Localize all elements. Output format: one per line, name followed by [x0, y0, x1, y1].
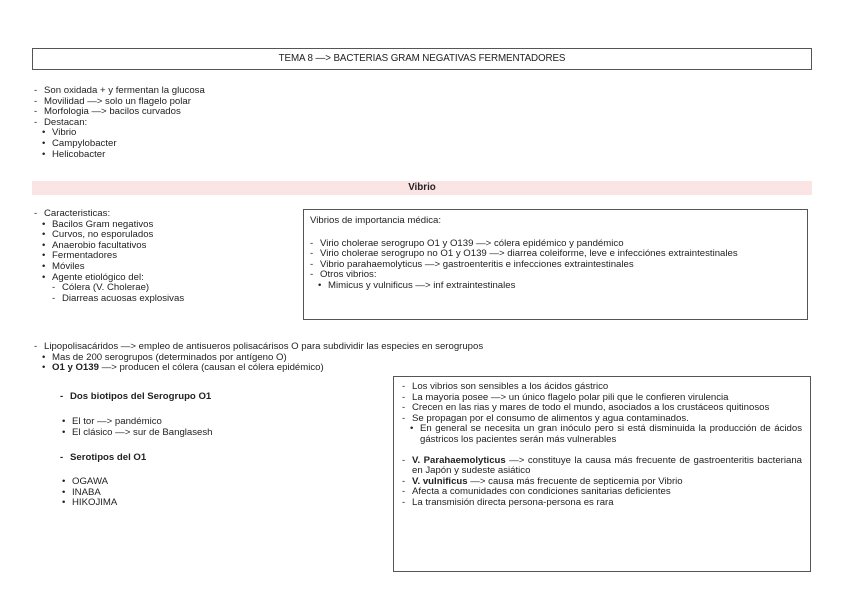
propagan-sub-item: • En general se necesita un gran inóculo pero si está disminuida la producción de ácidos gástricos los pacientes serán más vulnerables	[400, 424, 802, 445]
agente-item: - Diarreas acuosas explosivas	[32, 294, 184, 305]
lipo-section	[32, 342, 483, 374]
serotipo-item: • OGAWA	[52, 477, 117, 488]
vibrios-info-box	[393, 376, 811, 572]
section-header-text: Vibrio	[408, 181, 436, 193]
intro-item: - Son oxidada + y fermentan la glucosa	[32, 86, 205, 97]
intro-item: - Morfologia —> bacilos curvados	[32, 107, 205, 118]
agente-item: - Cólera (V. Cholerae)	[32, 283, 184, 294]
biotipos-heading: - Dos biotipos del Serogrupo O1	[58, 392, 211, 403]
caracteristicas-list	[32, 209, 184, 220]
vibrios-info-item: - Se propagan por el consumo de alimentos y agua contaminados.	[400, 414, 802, 425]
lipo-sub-item: • Mas de 200 serogrupos (determinados por antígeno O)	[32, 353, 483, 364]
serotipo-item: • INABA	[52, 488, 117, 499]
serotipo-item: • HIKOJIMA	[52, 498, 117, 509]
serotipos-list	[52, 477, 117, 509]
intro-list	[32, 86, 205, 128]
caracteristica-item: • Agente etiológico del:	[32, 273, 184, 284]
parahaemolyticus-text: —> constituye la causa más frecuente de gastroenteritis bacteriana en Japón y sudeste asiático	[412, 454, 802, 477]
intro-item: - Movilidad —> solo un flagelo polar	[32, 97, 205, 108]
lipo-main: - Lipopolisacáridos —> empleo de antisueros polisacárisos O para subdividir las especies en serogrupos	[32, 342, 483, 353]
otros-item: • Mimicus y vulnificus —> inf extraintestinales	[308, 281, 801, 292]
caracteristica-item: • Móviles	[32, 262, 184, 273]
vulnificus-name: V. vulnificus	[412, 475, 468, 487]
vibrios-info-item: - Crecen en las rias y mares de todo el mundo, asociados a los crustáceos quitinosos	[400, 403, 802, 414]
biotipo-item: • El clásico —> sur de Banglasesh	[52, 428, 213, 439]
otros-list	[308, 281, 801, 292]
serotipos-heading: - Serotipos del O1	[58, 453, 146, 464]
caracteristica-item: • Curvos, no esporulados	[32, 230, 184, 241]
destacan-item: • Helicobacter	[32, 150, 205, 161]
section-header-vibrio	[32, 181, 812, 195]
page-title-text: TEMA 8 —> BACTERIAS GRAM NEGATIVAS FERMENTADORES	[278, 52, 566, 64]
vibrios-extra-item: - Afecta a comunidades con condiciones sanitarias deficientes	[400, 487, 802, 498]
caracteristicas-items	[32, 220, 184, 284]
vibrios-info-item: - Los vibrios son sensibles a los ácidos gástrico	[400, 382, 802, 393]
parahaemolyticus-item	[400, 456, 802, 477]
vulnificus-text: —> causa más frecuente de septicemia por Vibrio	[467, 475, 683, 487]
caracteristica-item: • Bacilos Gram negativos	[32, 220, 184, 231]
importancia-list	[308, 239, 801, 281]
importancia-item: - Virio cholerae serogrupo no O1 y O139 —> diarrea coleiforme, leve e infecciónes extraintestinales	[308, 249, 801, 260]
caracteristica-item: • Fermentadores	[32, 251, 184, 262]
importancia-item: - Vibrio parahaemolyticus —> gastroenteritis e infecciones extraintestinales	[308, 260, 801, 271]
vibrios-extra-item: - La transmisión directa persona-persona es rara	[400, 498, 802, 509]
lipo-sub-list	[32, 353, 483, 374]
caracteristicas-section	[32, 209, 184, 304]
intro-item: - Destacan:	[32, 118, 205, 129]
importancia-item: - Virio cholerae serogrupo O1 y O139 —> cólera epidémico y pandémico	[308, 239, 801, 250]
vibrios-info-item: - La mayoria posee —> un único flagelo polar pili que le confieren virulencia	[400, 393, 802, 404]
importancia-heading: Vibrios de importancia médica:	[310, 215, 442, 226]
agente-list	[32, 283, 184, 304]
lipo-serogroups-bold: O1 y O139	[52, 362, 99, 374]
destacan-item: • Campylobacter	[32, 139, 205, 150]
vibrios-species-list	[400, 456, 802, 509]
biotipos-heading-list	[58, 392, 211, 403]
destacan-list	[32, 128, 205, 160]
vibrios-info-list	[400, 382, 802, 424]
intro-section	[32, 86, 205, 160]
lipo-sub-item	[32, 363, 483, 374]
importancia-medica-box	[303, 209, 808, 320]
biotipo-item: • El tor —> pandémico	[52, 417, 213, 428]
destacan-item: • Vibrio	[32, 128, 205, 139]
lipo-list	[32, 342, 483, 353]
importancia-item: - Otros vibrios:	[308, 270, 801, 281]
page-title	[32, 48, 812, 70]
propagan-sub-list	[400, 424, 802, 445]
lipo-serogroups-text: —> producen el cólera (causan el cólera epidémico)	[98, 362, 324, 374]
caracteristica-item: • Anaerobio facultativos	[32, 241, 184, 252]
serotipos-heading-list	[58, 453, 146, 464]
parahaemolyticus-name: V. Parahaemolyticus	[412, 454, 506, 466]
biotipos-list	[52, 417, 213, 438]
caracteristicas-label: - Caracteristicas:	[32, 209, 184, 220]
